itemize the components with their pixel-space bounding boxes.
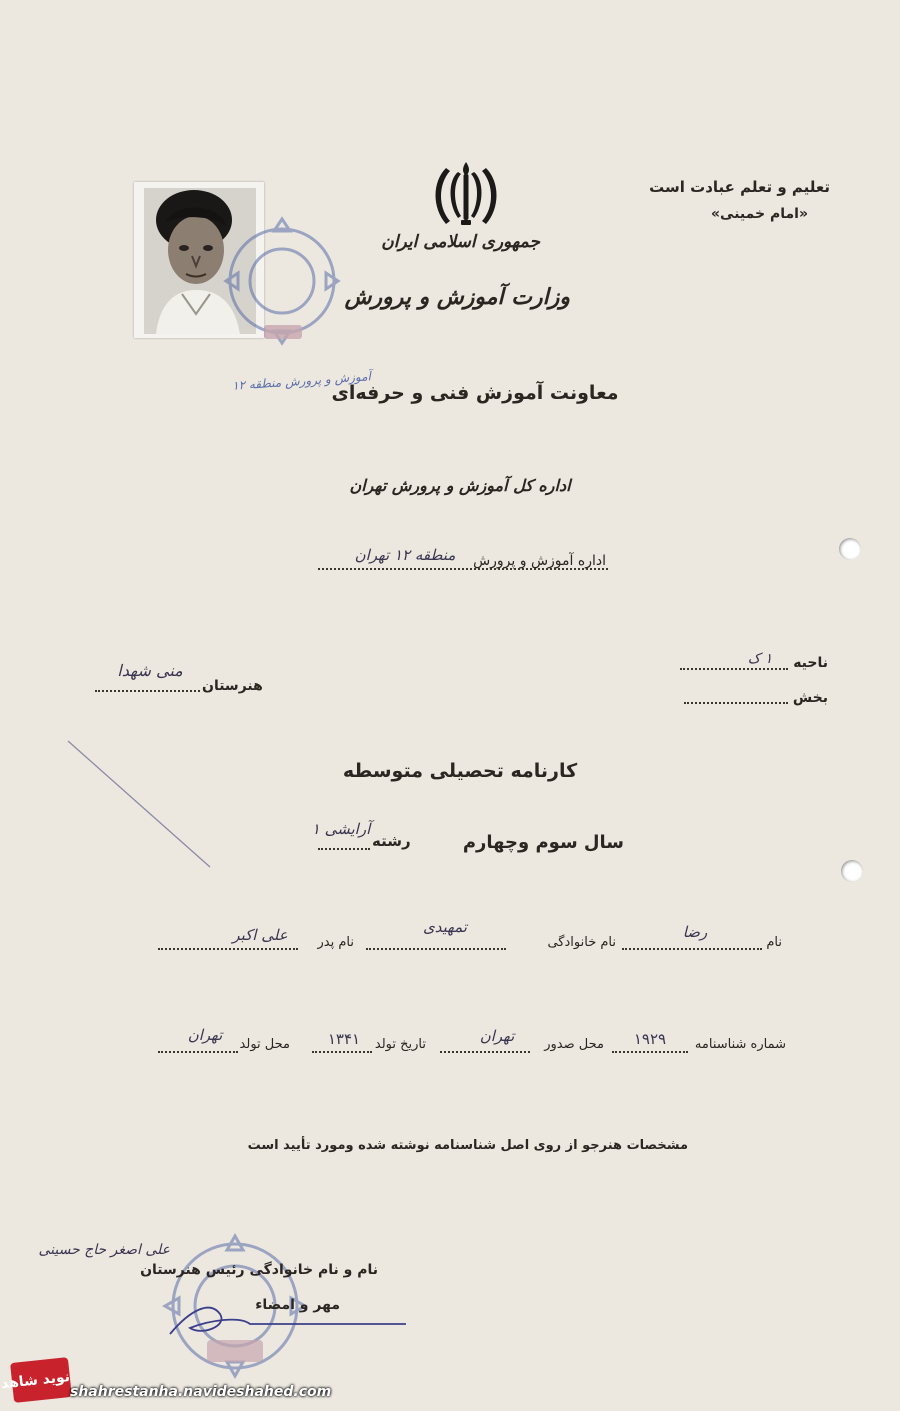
- field-dotted-line: [318, 848, 370, 850]
- office-dotted-line: [318, 568, 608, 570]
- school-dotted-line: [95, 690, 200, 692]
- watermark-logo: نوید شاهد: [10, 1357, 72, 1403]
- photo-stamp-text: آموزش و پرورش منطقه ۱۲: [231, 369, 372, 393]
- name-value: رضا: [682, 923, 708, 941]
- name-dotted-line: [622, 948, 762, 950]
- birthplace-label: محل تولد: [239, 1037, 290, 1052]
- id-number-value: ۱۹۲۹: [633, 1030, 667, 1048]
- deputy-heading: معاونت آموزش فنی و حرفه‌ای: [331, 382, 619, 404]
- iran-emblem-icon: [428, 158, 504, 230]
- principal-value: علی اصغر حاج حسینی: [38, 1242, 170, 1258]
- issue-place-dotted-line: [440, 1051, 530, 1053]
- office-label: اداره آموزش و پرورش: [473, 553, 606, 569]
- district-dotted-line: [680, 668, 788, 670]
- section-label: بخش: [792, 690, 828, 706]
- school-label: هنرستان: [202, 678, 263, 694]
- issue-place-value: تهران: [479, 1027, 515, 1045]
- punch-hole-bottom: [841, 860, 863, 882]
- birthplace-value: تهران: [187, 1026, 223, 1044]
- birthdate-value: ۱۳۴۱: [327, 1030, 361, 1048]
- name-label: نام: [766, 935, 782, 950]
- family-value: تمهیدی: [423, 918, 467, 936]
- pencil-mark: [60, 735, 220, 875]
- section-dotted-line: [684, 702, 788, 704]
- quote-line-1: تعلیم و تعلم عبادت است: [649, 178, 830, 196]
- father-dotted-line: [158, 948, 298, 950]
- quote-attribution: «امام خمینی»: [710, 206, 808, 222]
- punch-hole-top: [839, 538, 861, 560]
- school-value: منی شهدا: [117, 661, 183, 680]
- family-dotted-line: [366, 948, 506, 950]
- report-title: کارنامه تحصیلی متوسطه: [342, 760, 578, 782]
- id-number-dotted-line: [612, 1051, 688, 1053]
- field-value: آرایشی ۱: [311, 820, 371, 838]
- father-label: نام پدر: [317, 935, 354, 950]
- issue-place-label: محل صدور: [544, 1037, 604, 1052]
- year-label: سال سوم وچهارم: [462, 832, 624, 853]
- district-value: ۱ ک: [747, 651, 773, 667]
- seal-label: مهر و امضاء: [255, 1297, 340, 1313]
- birthdate-dotted-line: [312, 1051, 372, 1053]
- confirmation-text: مشخصات هنرجو از روی اصل شناسنامه نوشته شده ومورد تأیید است: [247, 1138, 688, 1153]
- country-name: جمهوری اسلامی ایران: [381, 232, 540, 252]
- office-value: منطقه ۱۲ تهران: [354, 546, 456, 564]
- principal-label: نام و نام خانوادگی رئیس هنرستان: [140, 1262, 378, 1278]
- field-label: رشته: [372, 832, 411, 850]
- ministry-name: وزارت آموزش و پرورش: [344, 284, 570, 310]
- general-office: اداره کل آموزش و پرورش تهران: [349, 476, 571, 495]
- school-stamp-photo: [212, 205, 352, 365]
- id-number-label: شماره شناسنامه: [694, 1037, 786, 1052]
- watermark-url: shahrestanha.navideshahed.com: [70, 1384, 332, 1400]
- birthdate-label: تاریخ تولد: [374, 1037, 426, 1052]
- family-label: نام خانوادگی: [547, 935, 616, 950]
- father-value: علی اکبر: [232, 926, 288, 944]
- birthplace-dotted-line: [158, 1051, 238, 1053]
- district-label: ناحیه: [793, 655, 828, 671]
